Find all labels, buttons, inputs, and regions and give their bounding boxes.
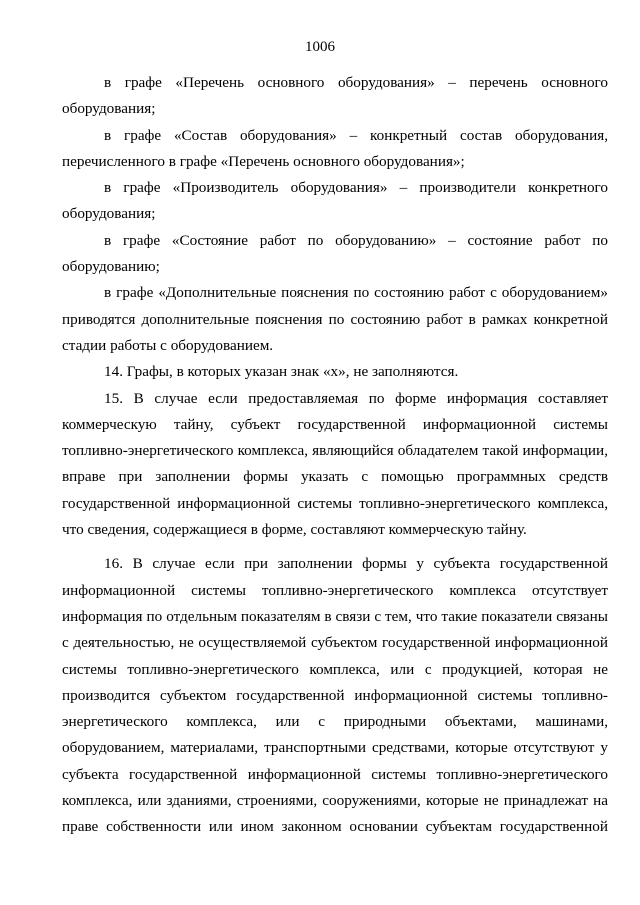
paragraph-equipment-composition: в графе «Состав оборудования» – конкретный состав оборудования, перечисленного в графе «Перечень основного оборудования»; xyxy=(62,126,608,170)
paragraph-equipment-manufacturer: в графе «Производитель оборудования» – производители конкретного оборудования; xyxy=(62,179,608,223)
paragraph-item-15: 15. В случае если предоставляемая по форме информация составляет коммерческую тайну, субъект государственной информационной системы топливно-энергетического комплекса, являющийся обладателем такой информации, вправе при заполнении формы указать с помощью программных средств государственной информационной системы топливно-энергетического комплекса, что сведения, содержащиеся в форме, составляют коммерческую тайну. xyxy=(62,389,608,539)
page-number: 1006 xyxy=(305,39,335,55)
document-body xyxy=(62,70,608,841)
paragraph-work-status: в графе «Состояние работ по оборудованию» – состояние работ по оборудованию; xyxy=(62,231,608,276)
paragraph-additional-explanations: в графе «Дополнительные пояснения по состоянию работ с оборудованием» приводятся дополнительные пояснения по состоянию работ в рамках конкретной стадии работы с оборудованием. xyxy=(62,284,608,354)
paragraph-item-16: 16. В случае если при заполнении формы у субъекта государственной информационной системы топливно-энергетического комплекса отсутствует информация по отдельным показателям в связи с тем, что такие показатели связаны с деятельностью, не осуществляемой субъектом государственной информационной системы топливно-энергетического комплекса, или с продукцией, которая не производится субъектом государственной информационной системы топливно-энергетического комплекса, или с природными объектами, машинами, оборудованием, материалами, транспортными средствами, которые отсутствуют у субъекта государственной информационной системы топливно-энергетического комплекса, или зданиями, строениями, сооружениями, которые не принадлежат на праве собственности или ином законном основании субъектам государственной xyxy=(62,555,608,836)
paragraph-item-14: 14. Графы, в которых указан знак «х», не заполняются. xyxy=(104,363,459,381)
paragraph-equipment-list: в графе «Перечень основного оборудования» – перечень основного оборудования; xyxy=(62,74,608,118)
